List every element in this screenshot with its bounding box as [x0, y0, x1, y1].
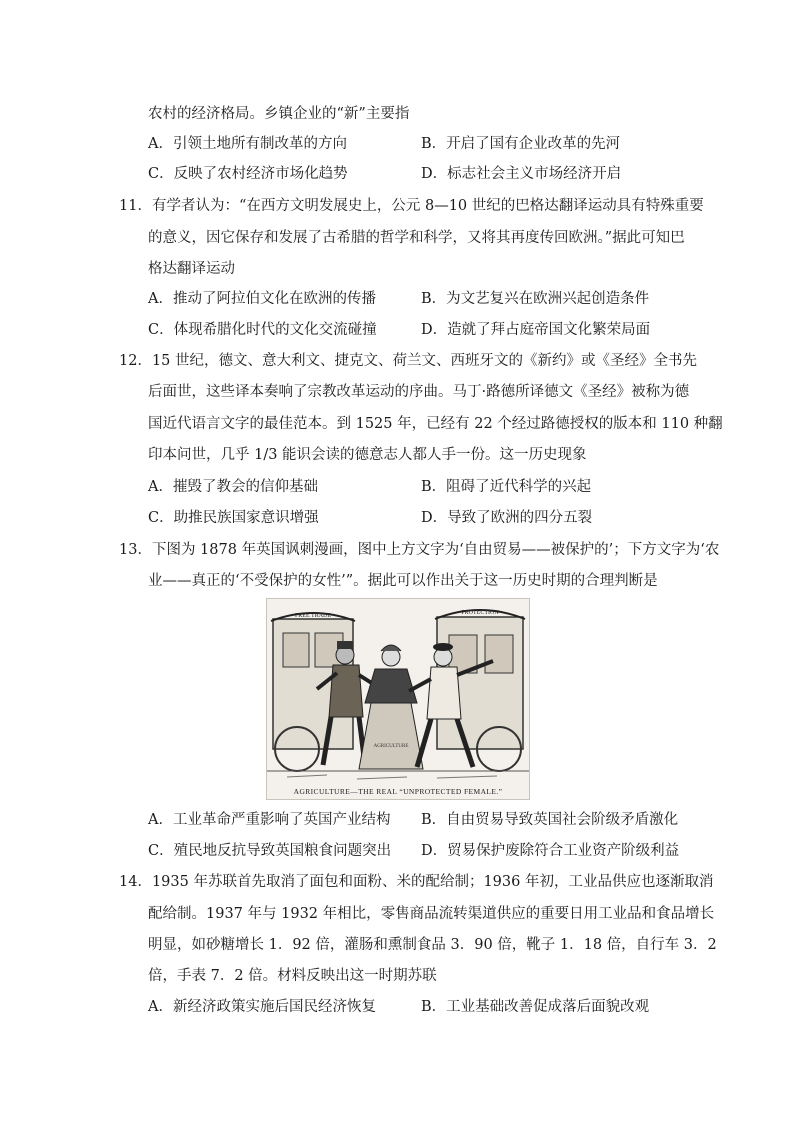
- q13-option-b: B．自由贸易导致英国社会阶级矛盾激化: [421, 812, 679, 828]
- q14-stem-line-1: 14．1935 年苏联首先取消了面包和面粉、米的配给制；1936 年初，工业品供应也逐渐取消: [119, 874, 714, 890]
- q12-stem-line-1: 12．15 世纪，德文、意大利文、捷克文、荷兰文、西班牙文的《新约》或《圣经》全书先: [119, 353, 698, 369]
- q13-stem-line-2: 业——真正的‘不受保护的女性’”。据此可以作出关于这一历史时期的合理判断是: [148, 573, 658, 589]
- q14-stem-line-4: 倍，手表 7．2 倍。材料反映出这一时期苏联: [148, 968, 437, 984]
- sign-left: FREE TRADE: [294, 613, 332, 619]
- q10-stem-tail: 农村的经济格局。乡镇企业的“新”主要指: [148, 106, 410, 122]
- q12-stem-line-3: 国近代语言文字的最佳范本。到 1525 年，已经有 22 个经过路德授权的版本和 110 种翻: [148, 416, 723, 432]
- q13-option-a: A．工业革命严重影响了英国产业结构: [148, 812, 391, 828]
- q12-stem-line-2: 后面世，这些译本奏响了宗教改革运动的序曲。马丁·路德所译德文《圣经》被称为德: [148, 384, 690, 400]
- q11-option-a: A．推动了阿拉伯文化在欧洲的传播: [148, 291, 376, 307]
- q14-stem-line-2: 配给制。1937 年与 1932 年相比，零售商品流转渠道供应的重要日用工业品和食品增长: [148, 906, 715, 922]
- q14-stem-line-3: 明显，如砂糖增长 1．92 倍，灌肠和熏制食品 3．90 倍，靴子 1．18 倍，自行车 3．2: [148, 937, 717, 953]
- q13-option-c: C．殖民地反抗导致英国粮食问题突出: [148, 843, 392, 859]
- cartoon-figure: [266, 598, 530, 800]
- q11-option-c: C．体现希腊化时代的文化交流碰撞: [148, 322, 377, 338]
- q12-option-a: A．摧毁了教会的信仰基础: [148, 479, 318, 495]
- q11-stem-line-3: 格达翻译运动: [148, 261, 235, 277]
- q11-option-b: B．为文艺复兴在欧洲兴起创造条件: [421, 291, 650, 307]
- q10-option-b: B．开启了国有企业改革的先河: [421, 136, 621, 152]
- q14-option-a: A．新经济政策实施后国民经济恢复: [148, 999, 376, 1015]
- q10-option-a: A．引领土地所有制改革的方向: [148, 136, 347, 152]
- q12-option-d: D．导致了欧洲的四分五裂: [421, 510, 593, 526]
- cartoon-caption: AGRICULTURE—THE REAL “UNPROTECTED FEMALE.”: [293, 787, 503, 796]
- q10-option-d: D．标志社会主义市场经济开启: [421, 166, 622, 182]
- q12-option-c: C．助推民族国家意识增强: [148, 510, 319, 526]
- q10-option-c: C．反映了农村经济市场化趋势: [148, 166, 348, 182]
- q14-option-b: B．工业基础改善促成落后面貌改观: [421, 999, 650, 1015]
- cartoon-illustration: [267, 599, 529, 784]
- q12-stem-line-4: 印本问世，几乎 1/3 能识会读的德意志人都人手一份。这一历史现象: [148, 447, 587, 463]
- q11-stem-line-2: 的意义，因它保存和发展了古希腊的哲学和科学，又将其再度传回欧洲。”据此可知巴: [148, 230, 685, 246]
- skirt-text: AGRICULTURE: [373, 744, 409, 749]
- q13-stem-line-1: 13．下图为 1878 年英国讽刺漫画，图中上方文字为‘自由贸易——被保护的’；下方文字为‘农: [119, 542, 720, 558]
- q11-option-d: D．造就了拜占庭帝国文化繁荣局面: [421, 322, 651, 338]
- sign-right: PROTECTION: [461, 610, 499, 616]
- q11-stem-line-1: 11．有学者认为：“在西方文明发展史上，公元 8—10 世纪的巴格达翻译运动具有特殊重要: [119, 198, 704, 214]
- q13-option-d: D．贸易保护废除符合工业资产阶级利益: [421, 843, 680, 859]
- q12-option-b: B．阻碍了近代科学的兴起: [421, 479, 592, 495]
